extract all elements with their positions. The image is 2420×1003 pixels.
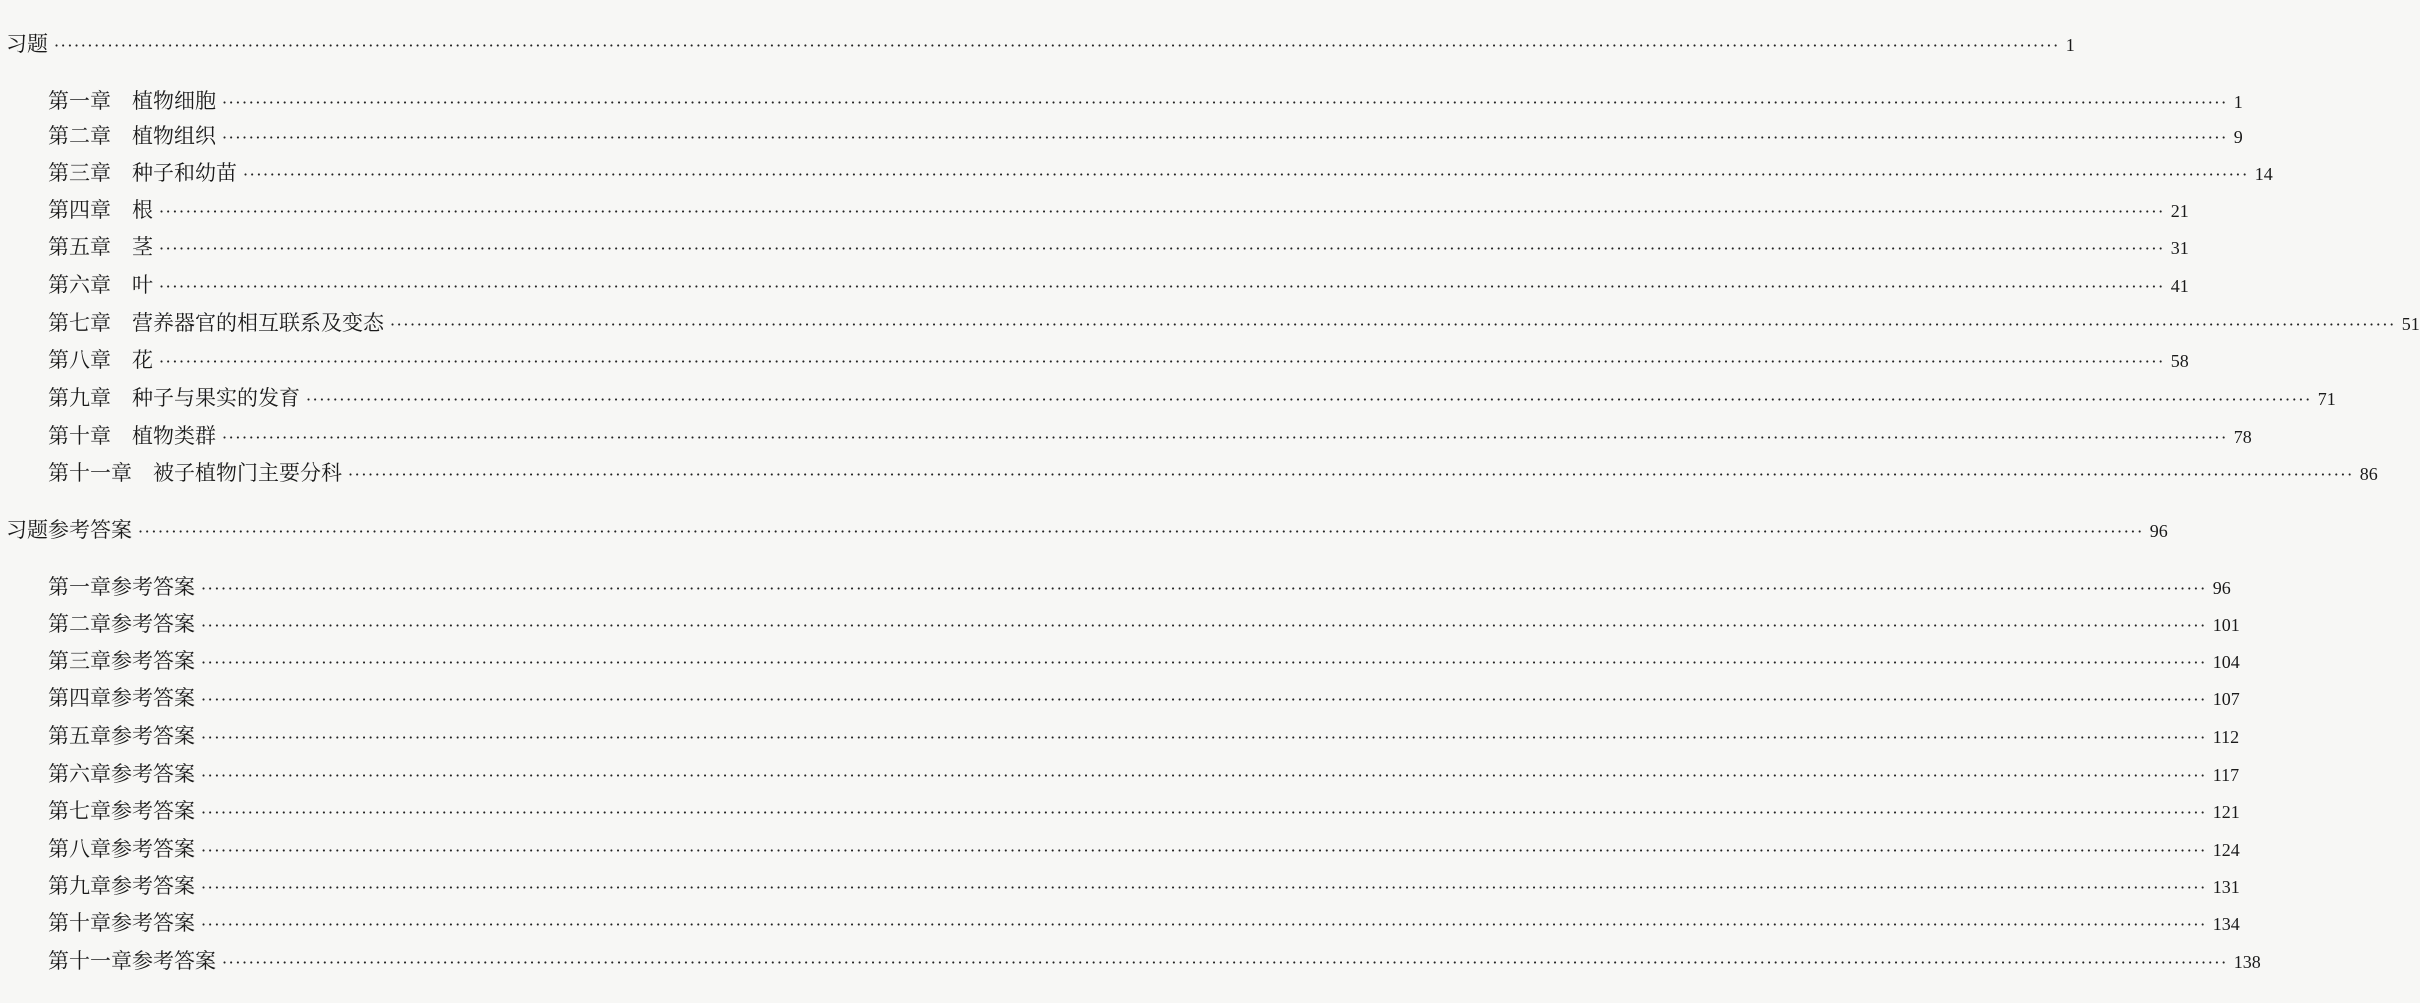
toc-entry[interactable] bbox=[48, 869, 2240, 903]
toc-page-number: 101 bbox=[2212, 615, 2240, 635]
toc-dot-leader: ············································································································································································································································································································ bbox=[159, 277, 2165, 296]
toc-dot-leader: ············································································································································································································································································································ bbox=[390, 315, 2396, 334]
toc-entry[interactable] bbox=[48, 193, 2189, 227]
toc-entry[interactable] bbox=[48, 906, 2240, 940]
toc-dot-leader: ············································································································································································································································································································ bbox=[201, 878, 2207, 897]
toc-entry[interactable] bbox=[48, 456, 2378, 490]
toc-entry-label: 第七章 营养器官的相互联系及变态 bbox=[48, 311, 384, 335]
toc-entry-label: 第四章参考答案 bbox=[48, 686, 195, 710]
toc-dot-leader: ············································································································································································································································································································ bbox=[201, 579, 2207, 598]
toc-entry[interactable] bbox=[48, 268, 2189, 302]
toc-page-number: 138 bbox=[2233, 952, 2261, 972]
toc-entry[interactable] bbox=[48, 306, 2420, 340]
toc-entry-label: 第一章参考答案 bbox=[48, 575, 195, 599]
toc-section-heading[interactable] bbox=[6, 27, 2075, 61]
toc-entry[interactable] bbox=[48, 757, 2240, 791]
toc-entry[interactable] bbox=[48, 156, 2273, 190]
toc-dot-leader: ············································································································································································································································································································ bbox=[159, 352, 2165, 371]
toc-entry-label: 第十一章 被子植物门主要分科 bbox=[48, 461, 342, 485]
toc-page-number: 78 bbox=[2233, 427, 2252, 447]
toc-entry-label: 第二章参考答案 bbox=[48, 612, 195, 636]
toc-entry-label: 第二章 植物组织 bbox=[48, 124, 216, 148]
toc-entry-label: 第七章参考答案 bbox=[48, 799, 195, 823]
toc-dot-leader: ············································································································································································································································································································ bbox=[201, 728, 2207, 747]
toc-dot-leader: ············································································································································································································································································································ bbox=[159, 239, 2165, 258]
toc-entry-label: 第十章参考答案 bbox=[48, 911, 195, 935]
toc-page-number: 121 bbox=[2212, 802, 2240, 822]
toc-page-number: 71 bbox=[2317, 389, 2336, 409]
toc-dot-leader: ············································································································································································································································································································ bbox=[222, 428, 2228, 447]
toc-dot-leader: ············································································································································································································································································································ bbox=[348, 465, 2354, 484]
toc-page-number: 31 bbox=[2170, 238, 2189, 258]
toc-page-number: 112 bbox=[2212, 727, 2240, 747]
toc-entry-label: 第八章 花 bbox=[48, 348, 153, 372]
toc-page-number: 1 bbox=[2065, 35, 2075, 55]
toc-entry[interactable] bbox=[48, 343, 2189, 377]
toc-page-number: 117 bbox=[2212, 765, 2240, 785]
toc-dot-leader: ············································································································································································································································································································ bbox=[138, 522, 2144, 541]
toc-page-number: 51 bbox=[2401, 314, 2420, 334]
toc-entry-label: 第四章 根 bbox=[48, 198, 153, 222]
toc-entry[interactable] bbox=[48, 681, 2240, 715]
toc-entry[interactable] bbox=[48, 570, 2231, 604]
toc-dot-leader: ············································································································································································································································································································ bbox=[222, 128, 2228, 147]
toc-dot-leader: ············································································································································································································································································································ bbox=[201, 766, 2207, 785]
toc-entry[interactable] bbox=[48, 84, 2243, 118]
toc-page-number: 9 bbox=[2233, 127, 2243, 147]
toc-dot-leader: ············································································································································································································································································································ bbox=[159, 202, 2165, 221]
toc-dot-leader: ············································································································································································································································································································ bbox=[201, 841, 2207, 860]
toc-entry[interactable] bbox=[48, 944, 2261, 978]
toc-dot-leader: ············································································································································································································································································································ bbox=[201, 616, 2207, 635]
toc-dot-leader: ············································································································································································································································································································ bbox=[201, 803, 2207, 822]
toc-section-heading[interactable] bbox=[6, 513, 2168, 547]
toc-entry-label: 第五章参考答案 bbox=[48, 724, 195, 748]
toc-page-number: 131 bbox=[2212, 877, 2240, 897]
toc-page-number: 96 bbox=[2212, 578, 2231, 598]
toc-dot-leader: ············································································································································································································································································································ bbox=[243, 165, 2249, 184]
toc-entry[interactable] bbox=[48, 794, 2240, 828]
toc-entry-label: 第九章 种子与果实的发育 bbox=[48, 386, 300, 410]
toc-entry[interactable] bbox=[48, 419, 2252, 453]
toc-dot-leader: ············································································································································································································································································································ bbox=[222, 93, 2228, 112]
toc-entry[interactable] bbox=[48, 719, 2240, 753]
toc-page-number: 86 bbox=[2359, 464, 2378, 484]
toc-entry[interactable] bbox=[48, 644, 2240, 678]
toc-dot-leader: ············································································································································································································································································································ bbox=[201, 653, 2207, 672]
toc-entry[interactable] bbox=[48, 381, 2336, 415]
toc-dot-leader: ············································································································································································································································································································ bbox=[306, 390, 2312, 409]
toc-dot-leader: ············································································································································································································································································································ bbox=[201, 915, 2207, 934]
toc-page-number: 1 bbox=[2233, 92, 2243, 112]
toc-entry-label: 第八章参考答案 bbox=[48, 837, 195, 861]
toc-entry[interactable] bbox=[48, 832, 2240, 866]
toc-page-number: 124 bbox=[2212, 840, 2240, 860]
toc-page-number: 96 bbox=[2149, 521, 2168, 541]
toc-page-number: 41 bbox=[2170, 276, 2189, 296]
toc-entry-label: 第十章 植物类群 bbox=[48, 424, 216, 448]
toc-page-number: 14 bbox=[2254, 164, 2273, 184]
toc-page-number: 134 bbox=[2212, 914, 2240, 934]
toc-entry-label: 第九章参考答案 bbox=[48, 874, 195, 898]
toc-entry-label: 第三章参考答案 bbox=[48, 649, 195, 673]
toc-page-number: 104 bbox=[2212, 652, 2240, 672]
toc-entry-label: 第一章 植物细胞 bbox=[48, 89, 216, 113]
toc-entry[interactable] bbox=[48, 119, 2243, 153]
toc-entry[interactable] bbox=[48, 230, 2189, 264]
toc-dot-leader: ············································································································································································································································································································ bbox=[222, 953, 2228, 972]
toc-page-number: 107 bbox=[2212, 689, 2240, 709]
toc-dot-leader: ············································································································································································································································································································ bbox=[201, 690, 2207, 709]
toc-section-title: 习题 bbox=[6, 32, 48, 56]
toc-section-title: 习题参考答案 bbox=[6, 518, 132, 542]
toc-entry-label: 第六章参考答案 bbox=[48, 762, 195, 786]
toc-entry-label: 第五章 茎 bbox=[48, 235, 153, 259]
toc-page-number: 58 bbox=[2170, 351, 2189, 371]
toc-entry-label: 第六章 叶 bbox=[48, 273, 153, 297]
toc-dot-leader: ············································································································································································································································································································ bbox=[54, 36, 2060, 55]
toc-entry-label: 第三章 种子和幼苗 bbox=[48, 161, 237, 185]
toc-entry[interactable] bbox=[48, 607, 2240, 641]
toc-entry-label: 第十一章参考答案 bbox=[48, 949, 216, 973]
toc-page-number: 21 bbox=[2170, 201, 2189, 221]
